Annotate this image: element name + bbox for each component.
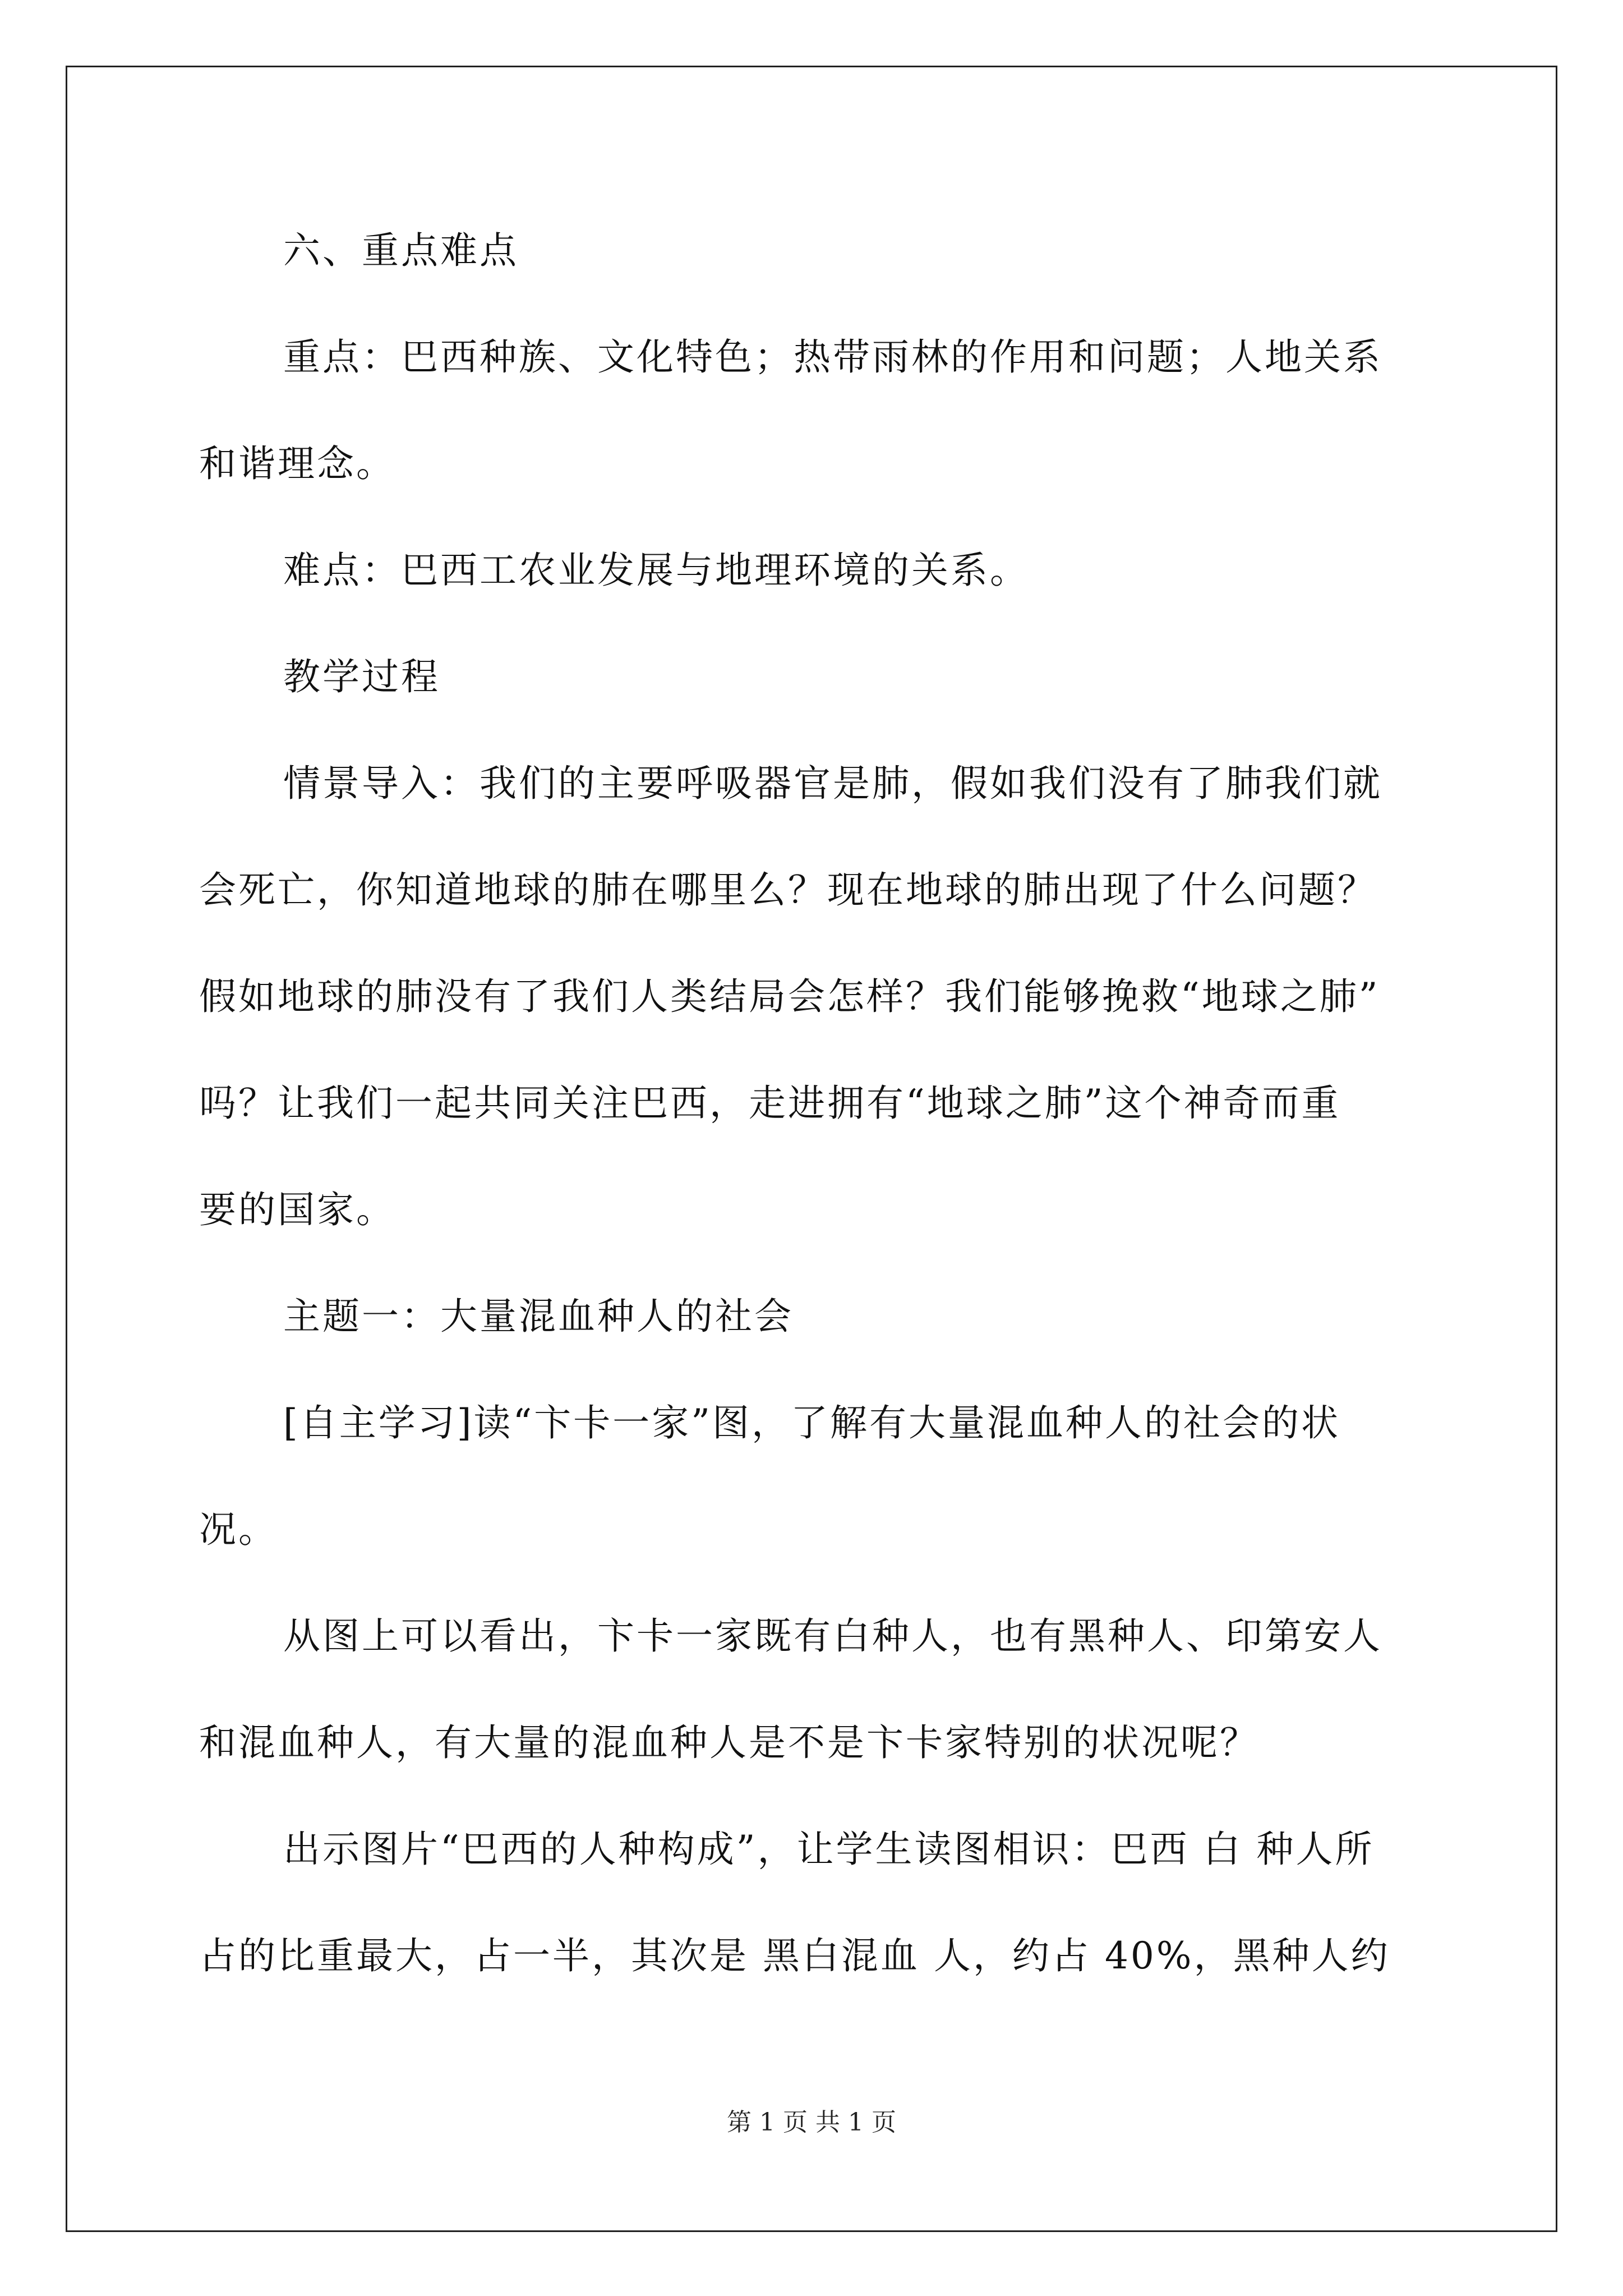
paragraph-line: [自主学习]读“卞卡一家”图，了解有大量混血种人的社会的状 bbox=[283, 1401, 1340, 1444]
paragraph-line: 情景导入：我们的主要呼吸器官是肺，假如我们没有了肺我们就 bbox=[283, 762, 1382, 805]
paragraph-line: 要的国家。 bbox=[199, 1188, 395, 1231]
paragraph-line: 吗？让我们一起共同关注巴西，走进拥有“地球之肺”这个神奇而重 bbox=[199, 1082, 1341, 1125]
section-heading: 六、重点难点 bbox=[283, 229, 519, 272]
paragraph-line: 况。 bbox=[199, 1508, 278, 1551]
section-heading: 教学过程 bbox=[283, 655, 440, 698]
paragraph-line: 出示图片“巴西的人种构成”，让学生读图相识：巴西 白 种人所 bbox=[283, 1828, 1375, 1871]
paragraph-line: 和谐理念。 bbox=[199, 442, 395, 485]
section-heading: 主题一：大量混血种人的社会 bbox=[283, 1295, 794, 1338]
page-number-footer: 第 1 页 共 1 页 bbox=[727, 2108, 896, 2137]
paragraph-line: 会死亡，你知道地球的肺在哪里么？现在地球的肺出现了什么问题？ bbox=[199, 868, 1377, 912]
paragraph-line: 假如地球的肺没有了我们人类结局会怎样？我们能够挽救“地球之肺” bbox=[199, 975, 1380, 1018]
paragraph-line: 从图上可以看出，卞卡一家既有白种人，也有黑种人、印第安人 bbox=[283, 1614, 1382, 1658]
paragraph-line: 重点：巴西种族、文化特色；热带雨林的作用和问题；人地关系 bbox=[283, 335, 1382, 379]
paragraph-line: 占的比重最大，占一半，其次是 黑白混血 人，约占 40%，黑种人约 bbox=[199, 1934, 1390, 1977]
paragraph-line: 和混血种人，有大量的混血种人是不是卞卡家特别的状况呢？ bbox=[199, 1721, 1259, 1764]
paragraph-line: 难点：巴西工农业发展与地理环境的关系。 bbox=[283, 549, 1029, 592]
